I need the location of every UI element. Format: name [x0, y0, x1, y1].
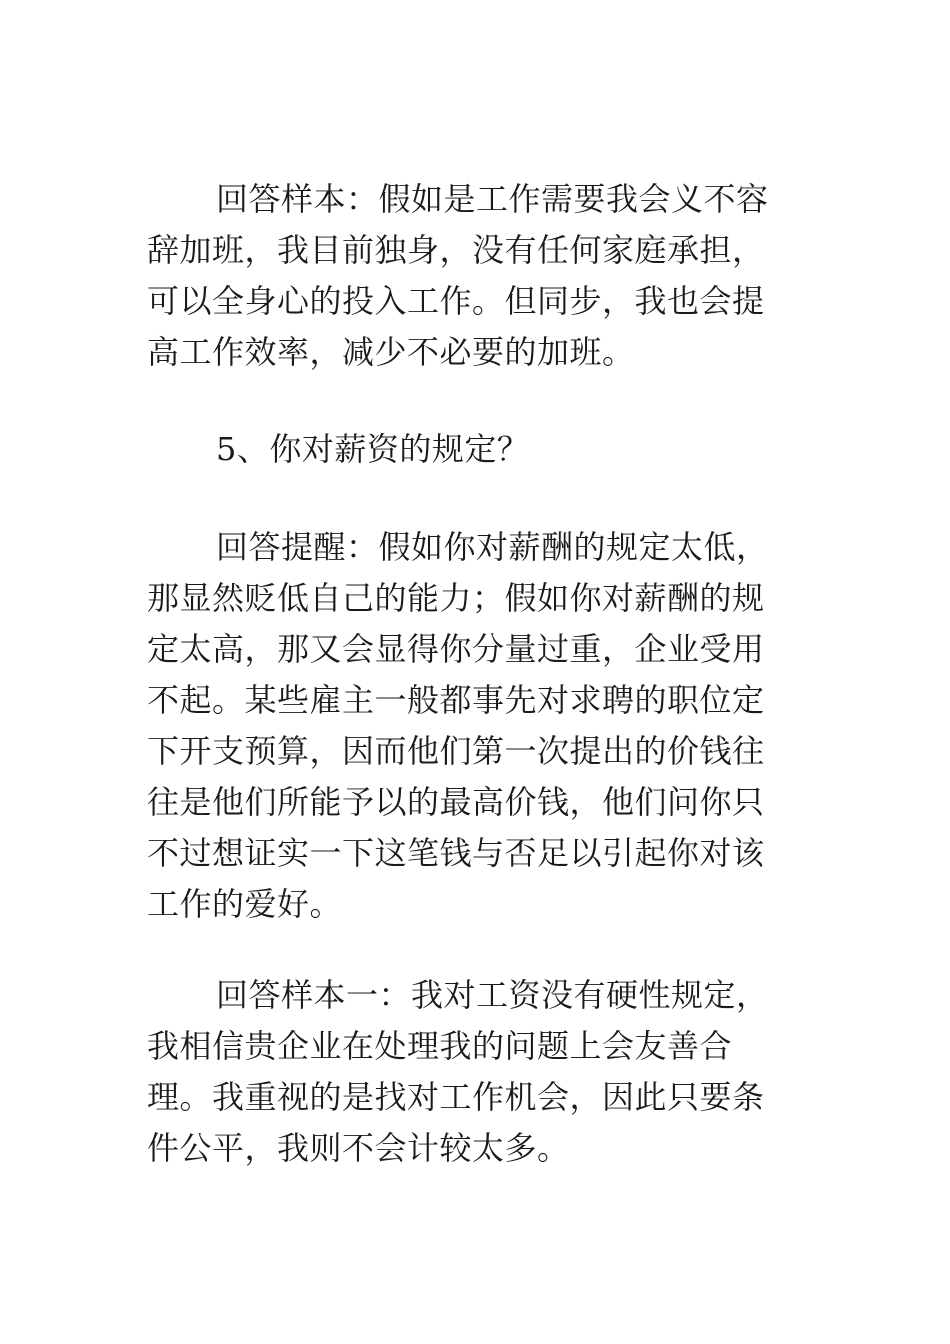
question-heading: 5、你对薪资的规定？ [216, 430, 530, 468]
answer-sample-paragraph: 回答样本：假如是工作需要我会义不容辞加班，我目前独身，没有任何家庭承担，可以全身心的投入工作。但同步，我也会提高工作效率，减少不必要的加班。 [147, 180, 769, 371]
answer-sample-one-paragraph: 回答样本一：我对工资没有硬性规定，我相信贵企业在处理我的问题上会友善合理。我重视的是找对工作机会，因此只要条件公平，我则不会计较太多。 [147, 976, 769, 1167]
answer-tip-paragraph: 回答提醒：假如你对薪酬的规定太低，那显然贬低自己的能力；假如你对薪酬的规定太高，那又会显得你分量过重，企业受用不起。某些雇主一般都事先对求聘的职位定下开支预算，因而他们第一次提出的价钱往往是他们所能予以的最高价钱，他们问你只不过想证实一下这笔钱与否足以引起你对该工作的爱好。 [147, 528, 769, 923]
